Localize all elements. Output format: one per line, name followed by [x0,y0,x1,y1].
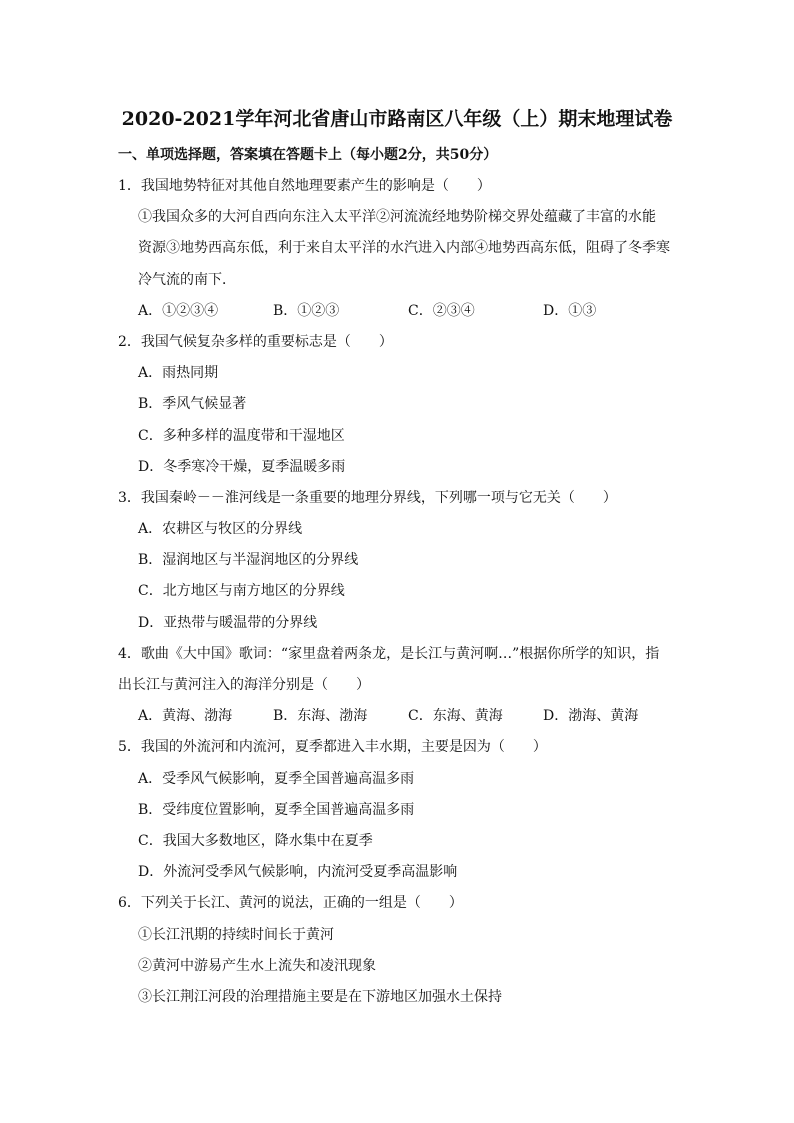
option-c: C．②③④ [408,302,475,319]
question-1-body-line-3: 冷气流的南下． [138,271,236,288]
option-b: B．东海、渤海 [273,708,368,725]
question-1-options [118,296,678,327]
option-a: A．①②③④ [138,302,219,319]
option-c: C．北方地区与南方地区的分界线 [138,583,345,600]
option-d: D．冬季寒冷干燥，夏季温暖多雨 [138,458,346,475]
question-2-stem: 2．我国气候复杂多样的重要标志是（ ） [118,333,393,350]
option-c: C．东海、黄海 [408,708,503,725]
question-6-stem: 6．下列关于长江、黄河的说法，正确的一组是（ ） [118,895,463,912]
question-1-body-line-2: 资源③地势西高东低，利于来自太平洋的水汽进入内部④地势西高东低，阻碍了冬季寒 [138,240,670,257]
option-c: C．我国大多数地区，降水集中在夏季 [138,832,373,849]
option-b: B．受纬度位置影响，夏季全国普遍高温多雨 [138,801,415,818]
statement-1: ①长江汛期的持续时间长于黄河 [138,926,334,943]
option-a: A．雨热同期 [138,365,219,382]
option-d: D．①③ [543,302,597,319]
section-heading: 一、单项选择题，答案填在答题卡上（每小题2分，共50分） [118,147,498,163]
option-a: A．黄海、渤海 [138,708,233,725]
option-d: D．外流河受季风气候影响，内流河受夏季高温影响 [138,864,458,881]
question-1-stem: 1．我国地势特征对其他自然地理要素产生的影响是（ ） [118,178,491,194]
option-c: C．多种多样的温度带和干湿地区 [138,427,345,444]
question-5-stem: 5．我国的外流河和内流河，夏季都进入丰水期，主要是因为（ ） [118,739,547,756]
statement-2: ②黄河中游易产生水上流失和凌汛现象 [138,957,376,974]
question-3-stem: 3．我国秦岭－－淮河线是一条重要的地理分界线，下列哪一项与它无关（ ） [118,489,617,506]
question-list [118,171,678,1013]
page-title: 2020-2021学年河北省唐山市路南区八年级（上）期末地理试卷 [121,108,673,130]
question-4-options [118,701,678,732]
option-a: A．农耕区与牧区的分界线 [138,521,303,538]
statement-3: ③长江荆江河段的治理措施主要是在下游地区加强水土保持 [138,988,502,1005]
option-d: D．渤海、黄海 [543,708,639,725]
option-d: D．亚热带与暖温带的分界线 [138,614,318,631]
question-1-body-line-1: ①我国众多的大河自西向东注入太平洋②河流流经地势阶梯交界处蕴藏了丰富的水能 [138,209,656,226]
option-b: B．①②③ [273,302,340,319]
option-a: A．受季风气候影响，夏季全国普遍高温多雨 [138,770,415,787]
option-b: B．湿润地区与半湿润地区的分界线 [138,552,359,569]
option-b: B．季风气候显著 [138,396,247,413]
question-4-stem-line-2: 出长江与黄河注入的海洋分别是（ ） [118,677,370,693]
question-4-stem-line-1: 4．歌曲《大中国》歌词：“家里盘着两条龙，是长江与黄河啊…”根据你所学的知识，指 [118,645,660,662]
